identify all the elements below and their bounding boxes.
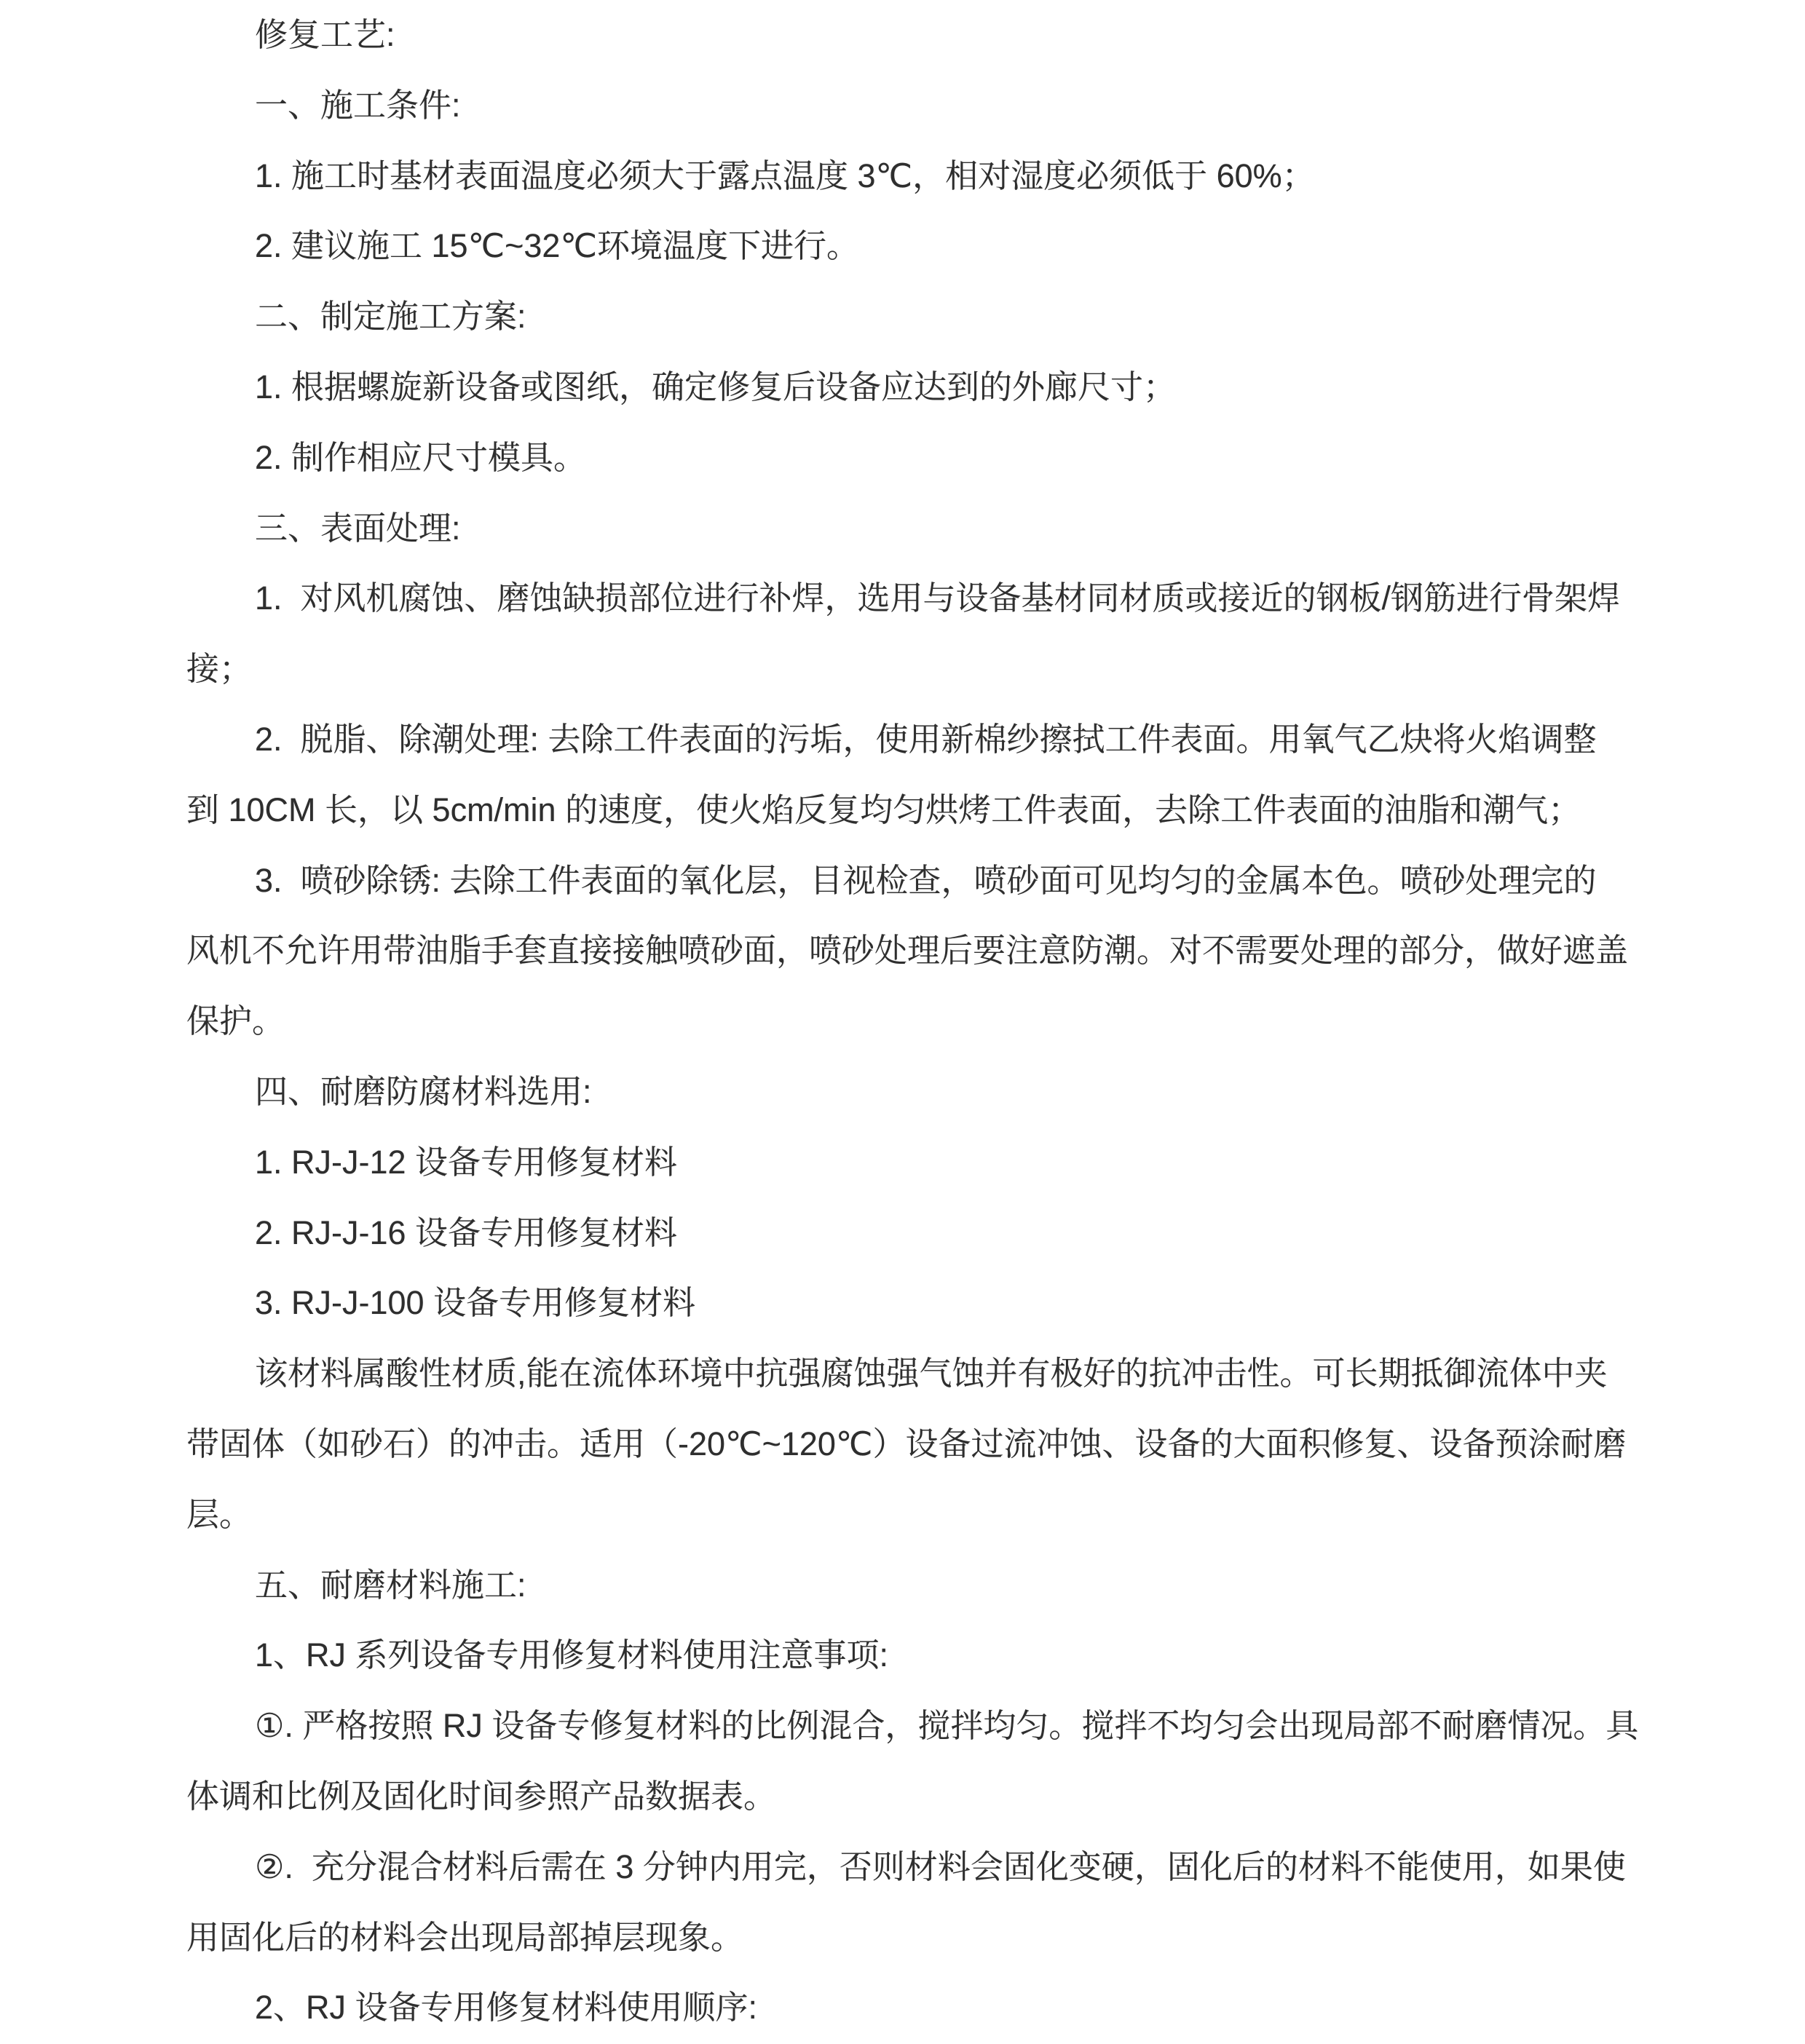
item-3-3: 3. 喷砂除锈: 去除工件表面的氧化层，目视检查，喷砂面可见均匀的金属本色。喷砂处理完的 — [255, 861, 1597, 899]
heading-1-construction-conditions: 一、施工条件: — [255, 86, 461, 124]
document-body — [186, 0, 1639, 2043]
item-1-1: 1. 施工时基材表面温度必须大于露点温度 3℃，相对湿度必须低于 60%； — [255, 157, 1315, 194]
heading-3-surface-treatment: 三、表面处理: — [255, 509, 461, 547]
note-2-continuation: 用固化后的材料会出现局部掉层现象。 — [186, 1918, 744, 1956]
item-4-3-rj-j-100: 3. RJ-J-100 设备专用修复材料 — [255, 1284, 696, 1322]
item-3-1: 1. 对风机腐蚀、磨蚀缺损部位进行补焊，选用与设备基材同材质或接近的钢板/钢筋进行骨架焊 — [255, 579, 1621, 617]
item-5-2-usage-order: 2、RJ 设备专用修复材料使用顺序: — [255, 1989, 758, 2027]
item-1-2: 2. 建议施工 15℃~32℃环境温度下进行。 — [255, 227, 859, 265]
doc-title: 修复工艺: — [255, 16, 395, 53]
item-4-2-rj-j-16: 2. RJ-J-16 设备专用修复材料 — [255, 1213, 678, 1251]
item-3-2: 2. 脱脂、除潮处理: 去除工件表面的污垢，使用新棉纱擦拭工件表面。用氧气乙炔将火焰调整 — [255, 720, 1597, 758]
heading-5-material-construction: 五、耐磨材料施工: — [255, 1566, 526, 1604]
item-4-1-rj-j-12: 1. RJ-J-12 设备专用修复材料 — [255, 1143, 678, 1181]
heading-4-material-selection: 四、耐磨防腐材料选用: — [255, 1072, 592, 1110]
item-2-2: 2. 制作相应尺寸模具。 — [255, 438, 587, 476]
item-3-1-continuation: 接； — [186, 650, 253, 688]
item-3-3-continuation: 风机不允许用带油脂手套直接接触喷砂面，喷砂处理后要注意防潮。对不需要处理的部分，做好遮盖 — [186, 932, 1629, 970]
item-2-1: 1. 根据螺旋新设备或图纸，确定修复后设备应达到的外廊尺寸； — [255, 368, 1177, 405]
note-1-continuation: 体调和比例及固化时间参照产品数据表。 — [186, 1777, 777, 1815]
item-3-3-continuation-2: 保护。 — [186, 1002, 285, 1040]
para-material-description-cont-2: 层。 — [186, 1495, 253, 1533]
note-2-curing-time: ②. 充分混合材料后需在 3 分钟内用完，否则材料会固化变硬，固化后的材料不能使用，如果使 — [255, 1847, 1626, 1885]
para-material-description: 该材料属酸性材质,能在流体环境中抗强腐蚀强气蚀并有极好的抗冲击性。可长期抵御流体中夹 — [255, 1355, 1608, 1393]
para-material-description-cont: 带固体（如砂石）的冲击。适用（-20℃~120℃）设备过流冲蚀、设备的大面积修复、设备预涂耐磨 — [186, 1425, 1627, 1462]
heading-2-construction-plan: 二、制定施工方案: — [255, 298, 526, 336]
item-3-2-continuation: 到 10CM 长，以 5cm/min 的速度，使火焰反复均匀烘烤工件表面，去除工件表面的油脂和潮气； — [186, 791, 1581, 828]
item-5-1-precautions: 1、RJ 系列设备专用修复材料使用注意事项: — [255, 1636, 889, 1674]
note-1-mixing-ratio: ①. 严格按照 RJ 设备专修复材料的比例混合，搅拌均匀。搅拌不均匀会出现局部不耐磨情况。具 — [255, 1707, 1639, 1745]
